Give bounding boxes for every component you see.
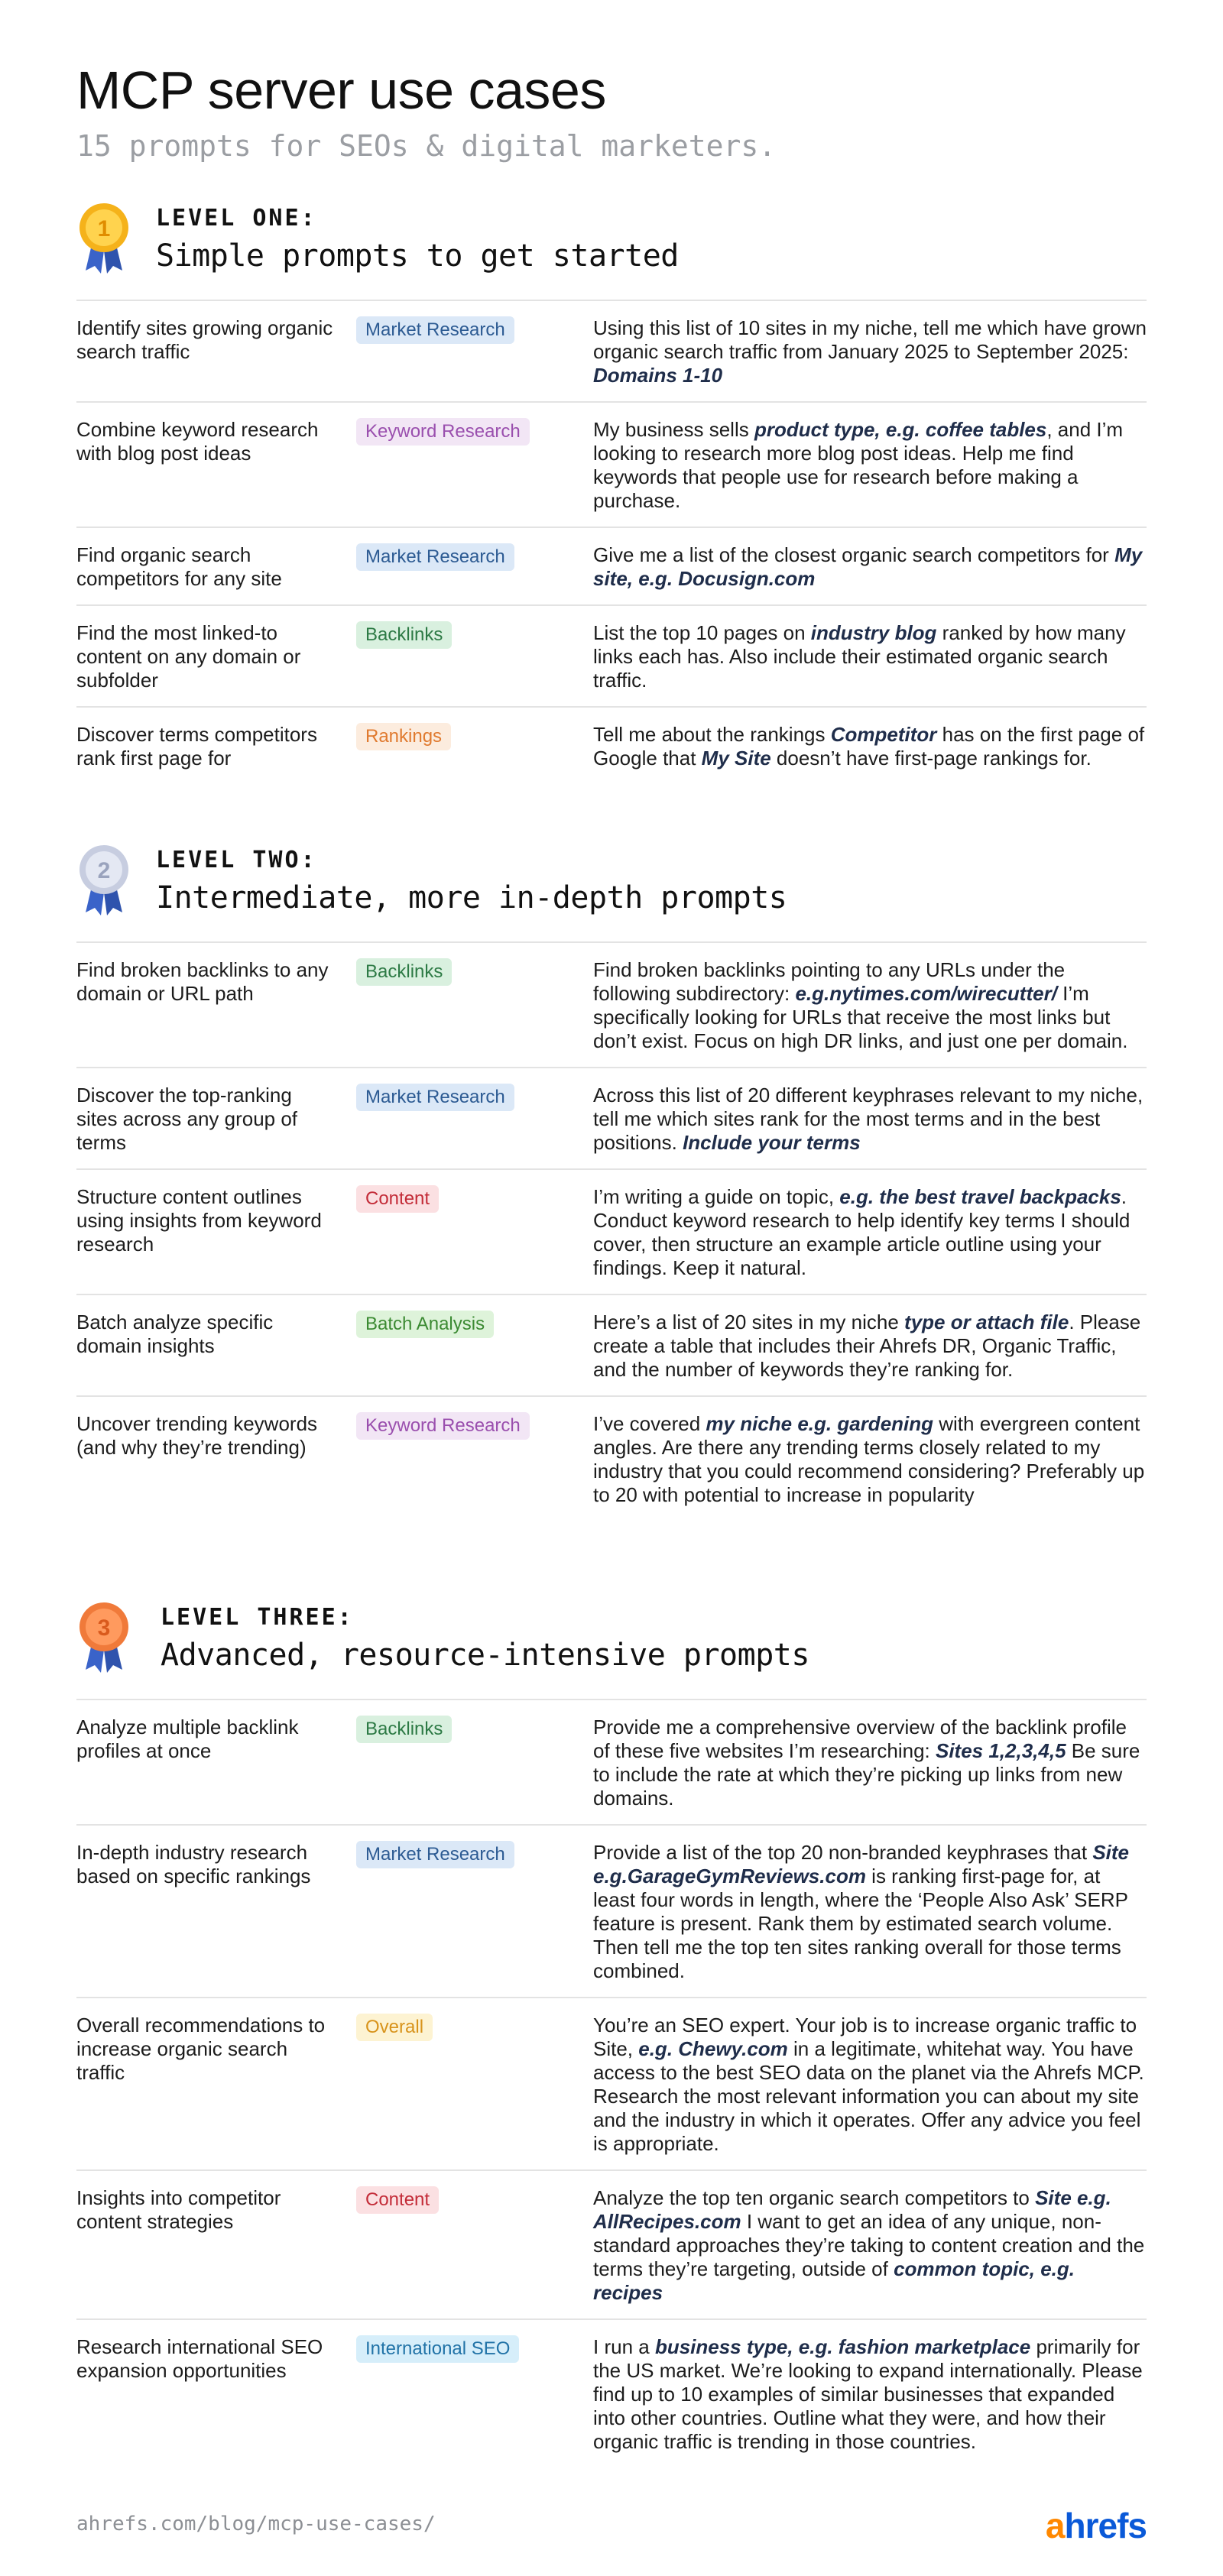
use-case-name: Find organic search competitors for any site [76,543,282,590]
category-tag: Batch Analysis [356,1311,494,1338]
use-case-name: Discover the top-ranking sites across any group of terms [76,1084,298,1154]
prompt-segment: Using this list of 10 sites in my niche, tell me which have grown organic search traffic from January 2025 to September 2025: [593,316,1147,363]
prompt-segment: , and I’m looking to research more blog post ideas. Help me find keywords that people use for research before making a purchase. [593,418,1124,512]
category-cell [336,1185,593,1280]
medal-number: 2 [97,858,111,883]
prompt-list [76,300,1147,784]
ahrefs-logo[interactable] [1046,2505,1147,2546]
use-case-name: Combine keyword research with blog post ideas [76,418,319,465]
prompt-segment: I’m specifically looking for URLs that receive the most links but don’t exist. Focus on high DR links, and just one per domain. [593,982,1128,1052]
prompt-segment: Provide a list of the top 20 non-branded keyphrases that [593,1841,1093,1864]
prompt-text [593,316,1147,387]
use-case-name: Discover terms competitors rank first page for [76,723,317,770]
footer [76,2505,1147,2543]
prompt-segment: has on the first page of Google that [593,723,1145,770]
prompt-segment: Provide me a comprehensive overview of the backlink profile of these five websites I’m researching: [593,1716,1127,1762]
prompt-row [76,403,1147,528]
prompt-segment: I want to get an idea of any unique, non-standard approaches they’re taking to content creation and the terms they’re targeting, outside of [593,2210,1145,2280]
prompt-text [593,1185,1147,1280]
category-cell [336,418,593,513]
page-subtitle: 15 prompts for SEOs & digital marketers. [76,129,777,163]
prompt-row [76,1397,1147,1521]
gold-medal-icon [76,200,131,274]
prompt-placeholder: Competitor [830,723,937,746]
category-tag: Content [356,1185,439,1213]
prompt-text [593,2335,1147,2454]
category-cell [336,958,593,1053]
prompt-placeholder: e.g. Chewy.com [638,2037,788,2060]
prompt-row [76,708,1147,784]
category-cell [336,723,593,770]
bronze-medal-icon [76,1599,131,1673]
silver-medal-icon [76,842,131,915]
prompt-placeholder: Domains 1-10 [593,364,723,387]
prompt-text [593,543,1147,591]
prompt-row [76,606,1147,708]
prompt-text [593,2186,1147,2305]
prompt-segment: in a legitimate, whitehat way. You have access to the best SEO data on the planet via the Ahrefs MCP. Research the most relevant information you can about my site and the industry in which it operates. Offer any advice you feel is appropriate. [593,2037,1144,2155]
category-cell [336,1084,593,1155]
prompt-text [593,958,1147,1053]
category-tag: International SEO [356,2335,519,2363]
prompt-segment: I’m writing a guide on topic, [593,1185,840,1208]
prompt-row [76,1295,1147,1397]
prompt-placeholder: Site e.g. AllRecipes.com [593,2186,1111,2233]
use-case-name: Uncover trending keywords (and why they’re trending) [76,1412,318,1459]
category-tag: Backlinks [356,958,452,986]
category-tag: Rankings [356,723,451,750]
prompt-segment: Give me a list of the closest organic search competitors for [593,543,1115,566]
prompt-segment: . Conduct keyword research to help identify key terms I should cover, then structure an example article outline using your findings. Keep it natural. [593,1185,1131,1279]
category-cell [336,1841,593,1983]
prompt-segment: Analyze the top ten organic search competitors to [593,2186,1036,2209]
prompt-row [76,2320,1147,2467]
use-case-name: Overall recommendations to increase organic search traffic [76,2014,326,2084]
prompt-segment: doesn’t have first-page rankings for. [770,747,1092,770]
level-header [76,200,1147,300]
level-label: LEVEL TWO: [156,847,317,873]
prompt-list [76,1699,1147,2467]
prompt-placeholder: My Site [701,747,771,770]
prompt-placeholder: e.g. the best travel backpacks [839,1185,1121,1208]
use-case-name: Find the most linked-to content on any domain or subfolder [76,621,301,692]
category-cell [336,1311,593,1382]
category-tag: Keyword Research [356,418,530,446]
category-cell [336,2335,593,2454]
category-tag: Overall [356,2014,433,2041]
prompt-row [76,1826,1147,1998]
prompt-segment: Tell me about the rankings [593,723,831,746]
level-title: Simple prompts to get started [156,238,679,274]
category-cell [336,2014,593,2156]
logo-rest: hrefs [1064,2506,1147,2545]
footer-url-link[interactable]: ahrefs.com/blog/mcp-use-cases/ [76,2513,436,2535]
category-cell [336,316,593,387]
use-case-name: Analyze multiple backlink profiles at once [76,1716,299,1762]
category-tag: Market Research [356,316,514,344]
category-tag: Market Research [356,543,514,571]
prompt-segment: with evergreen content angles. Are there any trending terms closely related to my industry that you could recommend considering? Preferably up to 20 with potential to increase in popularity [593,1412,1145,1506]
use-case-name: Insights into competitor content strategies [76,2186,281,2233]
prompt-segment: Across this list of 20 different keyphrases relevant to my niche, tell me which sites rank for the most terms and in the best positions. [593,1084,1144,1154]
prompt-text [593,418,1147,513]
prompt-row [76,943,1147,1068]
section-level-two [76,842,1147,1521]
category-tag: Market Research [356,1841,514,1868]
category-cell [336,543,593,591]
section-level-three [76,1599,1147,2467]
category-tag: Backlinks [356,1716,452,1743]
use-case-name: Batch analyze specific domain insights [76,1311,274,1357]
header [76,58,1147,165]
category-tag: Keyword Research [356,1412,530,1440]
category-cell [336,2186,593,2305]
logo-a: a [1045,2506,1065,2545]
prompt-row [76,1998,1147,2171]
prompt-segment: My business sells [593,418,754,441]
use-case-name: Find broken backlinks to any domain or URL path [76,958,329,1005]
prompt-row [76,2171,1147,2320]
level-header [76,1599,1147,1699]
category-tag: Backlinks [356,621,452,649]
level-header [76,842,1147,941]
prompt-placeholder: Sites 1,2,3,4,5 [935,1739,1066,1762]
prompt-placeholder: product type, e.g. coffee tables [754,418,1047,441]
use-case-name: Research international SEO expansion opportunities [76,2335,323,2382]
prompt-text [593,1841,1147,1983]
page-title: MCP server use cases [76,60,606,120]
category-cell [336,1716,593,1810]
prompt-row [76,1068,1147,1170]
prompt-placeholder: industry blog [810,621,937,644]
prompt-text [593,1311,1147,1382]
section-level-one [76,200,1147,784]
prompt-placeholder: type or attach file [904,1311,1069,1333]
prompt-row [76,528,1147,606]
prompt-placeholder: common topic, e.g. recipes [593,2257,1075,2304]
prompt-segment: is ranking first-page for, at least four words in length, where the ‘People Also Ask’ SERP feature is present. Rank them by estimated search volume. Then tell me the top ten sites ranking overall for those terms combined. [593,1865,1128,1982]
category-cell [336,1412,593,1507]
prompt-segment: I run a [593,2335,655,2358]
prompt-placeholder: e.g.nytimes.com/wirecutter/ [795,982,1057,1005]
prompt-text [593,723,1147,770]
prompt-row [76,301,1147,403]
prompt-segment: Here’s a list of 20 sites in my niche [593,1311,905,1333]
category-cell [336,621,593,692]
prompt-text [593,621,1147,692]
prompt-list [76,941,1147,1521]
prompt-text [593,1084,1147,1155]
category-tag: Content [356,2186,439,2214]
prompt-text [593,1716,1147,1810]
level-title: Intermediate, more in-depth prompts [156,880,787,915]
prompt-segment: List the top 10 pages on [593,621,811,644]
use-case-name: Identify sites growing organic search traffic [76,316,333,363]
category-tag: Market Research [356,1084,514,1111]
prompt-row [76,1170,1147,1295]
level-title: Advanced, resource-intensive prompts [161,1638,809,1673]
prompt-placeholder: my niche e.g. gardening [706,1412,934,1435]
prompt-segment: primarily for the US market. We’re looking to expand internationally. Please find up to 10 examples of similar businesses that expanded into other countries. Outline what they were, and how their organic traffic is trending in those countries. [593,2335,1143,2453]
use-case-name: Structure content outlines using insights from keyword research [76,1185,322,1256]
prompt-text [593,1412,1147,1507]
prompt-row [76,1700,1147,1826]
prompt-segment: I’ve covered [593,1412,706,1435]
medal-number: 1 [97,216,111,241]
prompt-placeholder: Site e.g.GarageGymReviews.com [593,1841,1129,1887]
prompt-placeholder: business type, e.g. fashion marketplace [654,2335,1031,2358]
level-label: LEVEL ONE: [156,205,317,232]
level-label: LEVEL THREE: [161,1604,354,1631]
prompt-segment: . Please create a table that includes their Ahrefs DR, Organic Traffic, and the number of keywords they’re ranking for. [593,1311,1141,1381]
prompt-segment: You’re an SEO expert. Your job is to increase organic traffic to Site, [593,2014,1137,2060]
prompt-segment: Find broken backlinks pointing to any URLs under the following subdirectory: [593,958,1066,1005]
prompt-placeholder: My site, e.g. Docusign.com [593,543,1143,590]
prompt-text [593,2014,1147,2156]
prompt-placeholder: Include your terms [683,1131,861,1154]
prompt-segment: Be sure to include the rate at which they’re picking up links from new domains. [593,1739,1140,1810]
medal-number: 3 [97,1615,111,1641]
prompt-segment: ranked by how many links each has. Also include their estimated organic search traffic. [593,621,1126,692]
use-case-name: In-depth industry research based on specific rankings [76,1841,311,1887]
